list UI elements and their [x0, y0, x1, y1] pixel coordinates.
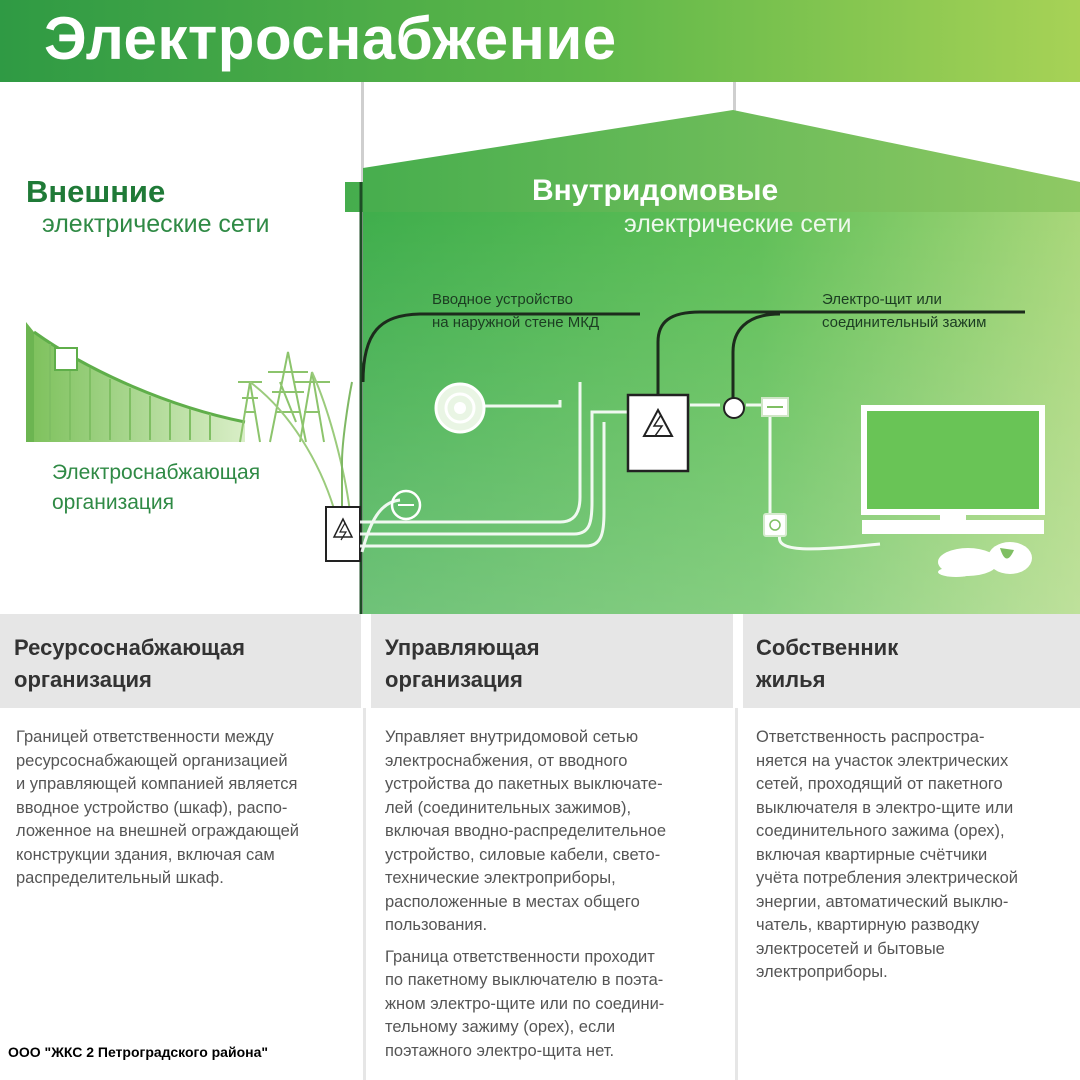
column-divider-lower-2	[735, 708, 738, 1080]
input-device-label: Вводное устройство на наружной стене МКД	[432, 291, 600, 331]
column-text-management	[385, 726, 730, 1071]
supplier-label: Электроснабжающая организация	[52, 461, 261, 514]
electric-network-diagram	[0, 82, 1080, 614]
internal-networks-subheading: электрические сети	[624, 210, 852, 238]
floor-panel-box	[628, 395, 688, 471]
column-title-owner: Собственник жилья	[756, 635, 899, 692]
column-paragraph: Граница ответственности проходит по пакетному выключателю в поэта- жном электро-щите или по соедини- тельному зажиму (орех), если поэтажного электро-щита нет.	[385, 947, 665, 1060]
column-divider-lower-1	[363, 708, 366, 1080]
page-title: Электроснабжение	[44, 5, 617, 72]
footer-organization: ООО "ЖКС 2 Петроградского района"	[8, 1044, 269, 1060]
panel-label: Электро-щит или соединительный зажим	[822, 291, 987, 331]
ceiling-lamp-icon	[436, 384, 484, 432]
column-text-resource	[16, 726, 356, 899]
power-socket-icon	[764, 514, 786, 536]
column-paragraph: Границей ответственности между ресурсоснабжающей организацией и управляющей компанией является вводное устройство (шкаф), распо- ложенное на внешней ограждающей конструкции здания, включая сам распределительный шкаф.	[16, 728, 299, 887]
column-paragraph: Ответственность распростра- няется на участок электрических сетей, проходящий от пакетного выключателя в электро-щите или соединительного зажима (орех), включая квартирные счётчики учёта потребления электрической энергии, автоматический выклю- чатель, квартирную разводку электросетей и бытовые электроприборы.	[756, 728, 1019, 981]
column-paragraph: Управляет внутридомовой сетью электроснабжения, от вводного устройства до пакетных выключате- лей (соединительных зажимов), включая вводно-распределительное устройство, силовые кабели, свето- технические электроприборы, расположенные в местах общего пользования.	[385, 728, 666, 934]
connector-clamp-icon	[724, 398, 744, 418]
column-text-owner	[756, 726, 1074, 993]
input-device-box	[326, 382, 360, 561]
internal-networks-heading: Внутридомовые	[532, 174, 779, 207]
column-title-resource: Ресурсоснабжающая организация	[14, 635, 245, 692]
power-plant-dam	[26, 322, 245, 442]
external-networks-heading: Внешние	[26, 174, 166, 209]
external-networks-subheading: электрические сети	[42, 210, 270, 238]
column-title-management: Управляющая организация	[385, 635, 540, 692]
